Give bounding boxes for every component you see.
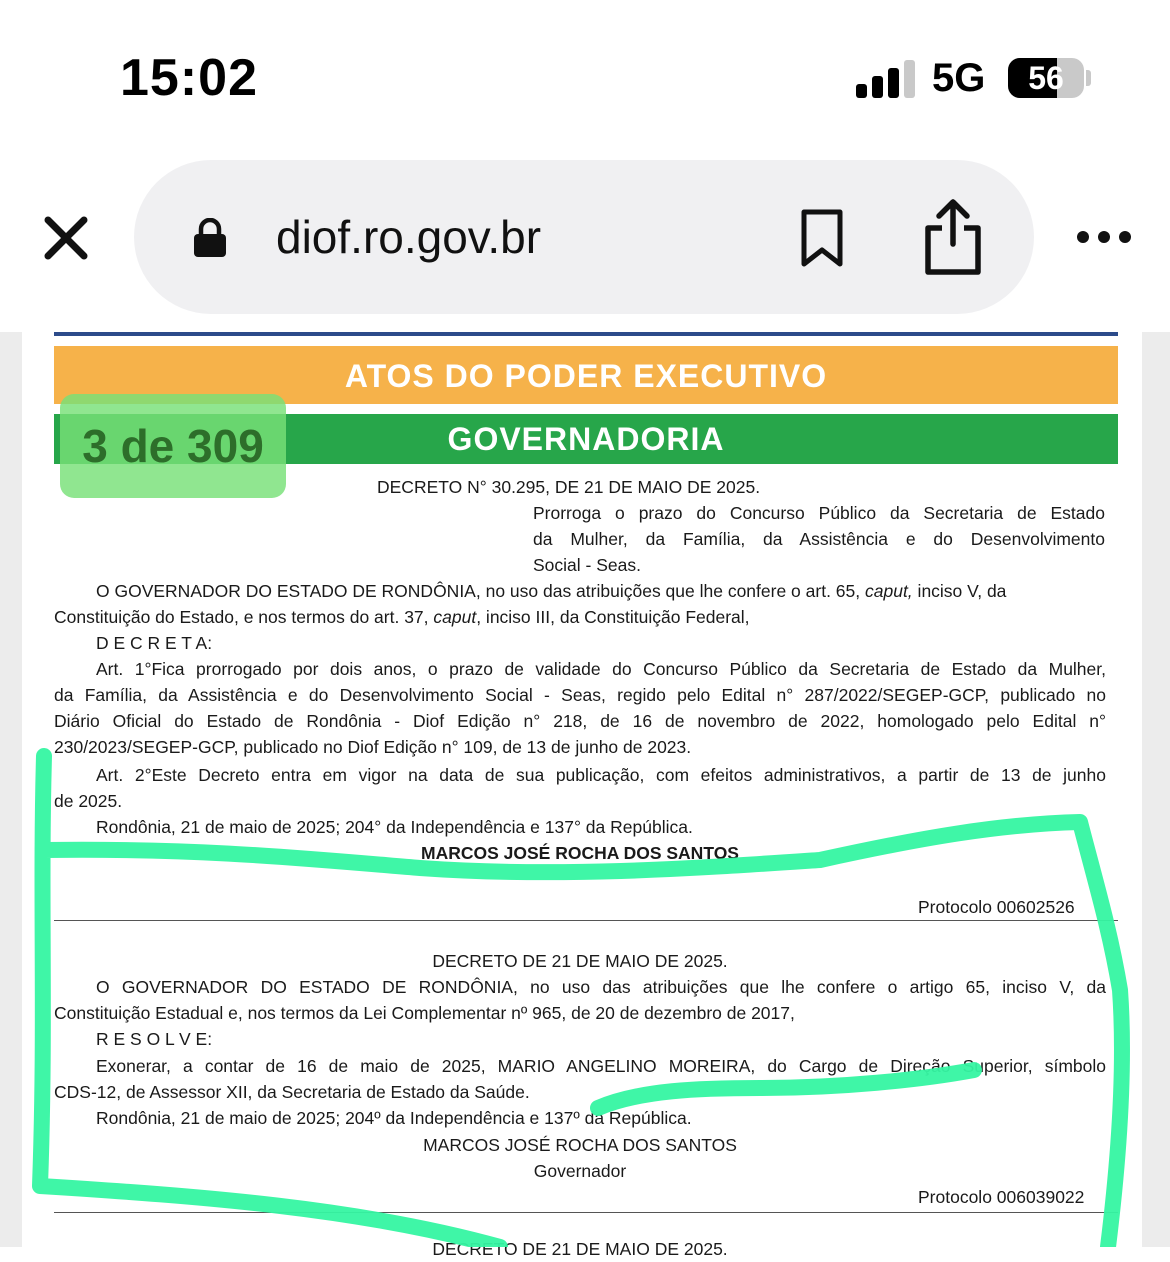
decree-1-summary-line: Social - Seas.	[533, 555, 641, 575]
network-type: 5G	[932, 56, 986, 100]
decree-1-art1-line: da Família, da Assistência e do Desenvolvimento Social - Seas, regido pelo Edital n° 287/2022/SEGEP-GCP, publicado no	[54, 685, 1106, 705]
decree-2-body-line: Exonerar, a contar de 16 de maio de 2025, MARIO ANGELINO MOREIRA, do Cargo de Direção Superior, símbolo	[96, 1056, 1106, 1076]
bookmark-icon[interactable]	[798, 208, 846, 268]
decree-1-decreta: D E C R E T A:	[96, 633, 213, 653]
share-icon[interactable]	[922, 198, 984, 276]
decree-2-body-line: CDS-12, de Assessor XII, da Secretaria de Estado da Saúde.	[54, 1082, 530, 1102]
url-text[interactable]: diof.ro.gov.br	[276, 211, 542, 263]
lock-icon	[192, 218, 228, 258]
battery-level: 56	[1028, 60, 1064, 96]
decree-1-art2-line: de 2025.	[54, 791, 123, 811]
decree-1-preamble-line: Constituição do Estado, e nos termos do art. 37, caput, inciso III, da Constituição Federal,	[54, 607, 750, 627]
separator-rule	[54, 1212, 1118, 1213]
decree-2-date-line: Rondônia, 21 de maio de 2025; 204º da Independência e 137º da República.	[96, 1108, 692, 1128]
close-icon[interactable]	[42, 214, 90, 262]
decree-2-resolve: R E S O L V E:	[96, 1029, 213, 1049]
decree-2-signature: MARCOS JOSÉ ROCHA DOS SANTOS	[423, 1135, 737, 1155]
section-banner-governadoria: GOVERNADORIA	[54, 414, 1118, 464]
decree-1-art1-line: Diário Oficial do Estado de Rondônia - Diof Edição n° 218, de 16 de novembro de 2022, homologado pelo Edital n°	[54, 711, 1106, 731]
separator-rule	[54, 920, 1118, 921]
decree-1-summary-line: Prorroga o prazo do Concurso Público da Secretaria de Estado	[533, 503, 1105, 523]
decree-1-art1-line: Art. 1°Fica prorrogado por dois anos, o prazo de validade do Concurso Público da Secretaria de Estado da Mulher,	[96, 659, 1106, 679]
decree-1-art1-line: 230/2023/SEGEP-GCP, publicado no Diof Edição n° 109, de 13 de junho de 2023.	[54, 737, 692, 757]
more-options-icon[interactable]	[1076, 228, 1132, 246]
decree-2-preamble-line: Constituição Estadual e, nos termos da Lei Complementar nº 965, de 20 de dezembro de 2017,	[54, 1003, 795, 1023]
decree-2-title: DECRETO DE 21 DE MAIO DE 2025.	[432, 951, 728, 971]
clock: 15:02	[120, 49, 258, 107]
decree-1-signature: MARCOS JOSÉ ROCHA DOS SANTOS	[421, 843, 739, 863]
decree-1-protocol: Protocolo 00602526	[918, 897, 1075, 917]
next-decree-title-partial: DECRETO DE 21 DE MAIO DE 2025.	[432, 1239, 728, 1259]
battery-tip	[1086, 70, 1091, 86]
decree-2-protocol: Protocolo 006039022	[918, 1187, 1085, 1207]
decree-1-preamble-line: O GOVERNADOR DO ESTADO DE RONDÔNIA, no uso das atribuições que lhe confere o art. 65, caput, inciso V, da	[96, 581, 1007, 601]
page-indicator: 3 de 309	[60, 394, 286, 498]
decree-1-summary-line: da Mulher, da Família, da Assistência e do Desenvolvimento	[533, 529, 1105, 549]
decree-1-title: DECRETO N° 30.295, DE 21 DE MAIO DE 2025.	[377, 477, 761, 497]
decree-1-art2-line: Art. 2°Este Decreto entra em vigor na data de sua publicação, com efeitos administrativos, a partir de 13 de junho	[96, 765, 1106, 785]
decree-2-role: Governador	[533, 1161, 627, 1181]
decree-1-date-line: Rondônia, 21 de maio de 2025; 204° da Independência e 137° da República.	[96, 817, 693, 837]
address-bar[interactable]	[134, 160, 1034, 314]
decree-2-preamble-line: O GOVERNADOR DO ESTADO DE RONDÔNIA, no uso das atribuições que lhe confere o artigo 65, inciso V, da	[96, 977, 1106, 997]
section-banner-executive: ATOS DO PODER EXECUTIVO	[54, 346, 1118, 404]
battery-icon	[1008, 58, 1084, 98]
cellular-signal-icon	[856, 56, 916, 98]
status-bar	[0, 0, 1170, 150]
page-top-rule	[54, 332, 1118, 336]
